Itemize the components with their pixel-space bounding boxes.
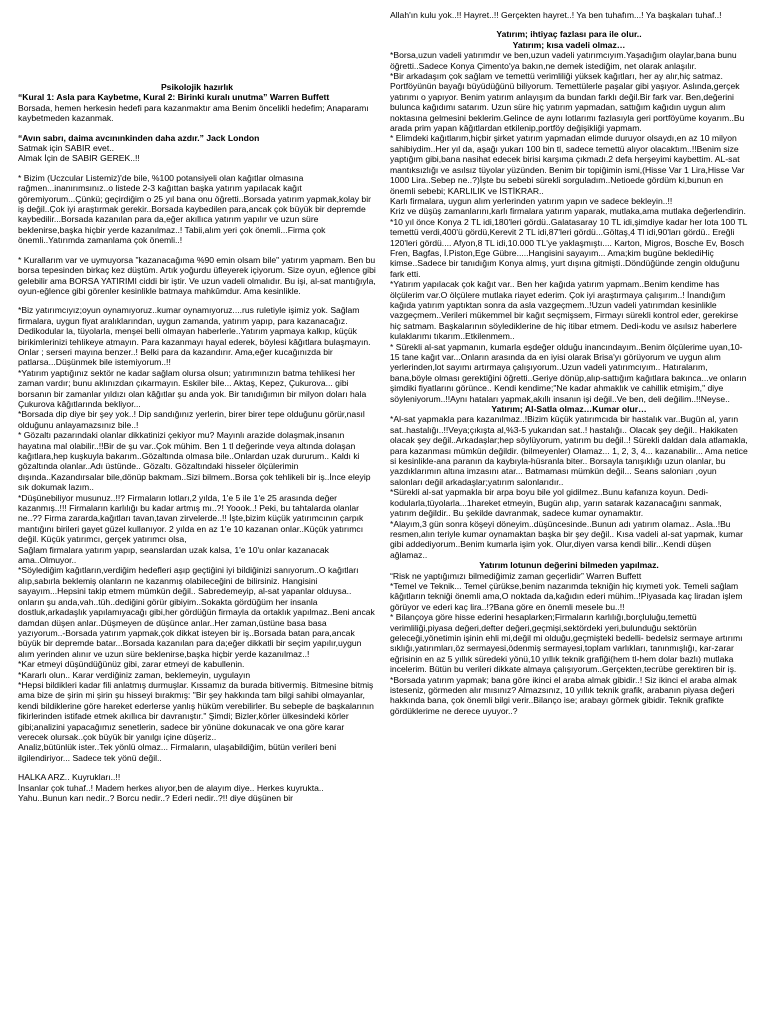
- right-paragraph: Kriz ve düşüş zamanlarını,karlı firmalara yatırım yaparak, mutlaka,ama mutlaka değerlendirin.: [390, 206, 746, 217]
- right-paragraph: Yatırım; ihtiyaç fazlası para ile olur..: [496, 29, 642, 40]
- right-paragraph: *10 yıl önce Konya 2 TL idi,180'leri gördü..Galatasaray 10 TL idi,şimdiye kadar her lota 100 TL temettü verdi,400'ü gördü,Kerevit 2 TL idi,87'leri gördü...Göltaş,4 Tl idi,90'ları gördü.. Ereğli 120'leri gördü.... Afyon,8 TL idi,10.000 TL'ye yaklaşmıştı.... Karton, Migros, Bosche Ev, Bosch Fren, Bagfas, İ.Piston,Ege Gübre.....Hangisini sayayım... Ama;kim bugüne beklediHiç kimse..Sadece bir tanıdığım Konya almış, yurt dışına gitmişti..Döndüğünde zengin olduğunu fark etti.: [390, 216, 748, 279]
- left-paragraph: *Yatırım yaptığınız sektör ne kadar sağlam olursa olsun; yatırımınızın batma tehlikesi her zaman vardır; bunu aklınızdan çıkarmayın. Eskiler bile... Aktaş, Kepez, Çukurova... gibi borsanın bir zamanlar yıldızı olan kâğıtlar şu anda yok. Bir tanıdığımın bir milyon doları hala Çukurova kâğıtlarında bekliyor...: [18, 367, 367, 409]
- left-paragraph: *Kar etmeyi düşündüğünüz gibi, zarar etmeyi de kabullenin.: [18, 659, 245, 670]
- left-paragraph: Satmak için SABIR evet..: [18, 143, 114, 154]
- right-paragraph: “Risk ne yaptığımızı bilmediğimiz zaman geçerlidir” Warren Buffett: [390, 570, 642, 581]
- left-paragraph: *Söylediğim kağıtların,verdiğim hedefleri aşıp geçtiğini iyi bildiğinizi sanıyorum..O kağıtları alıp,sabırla beklemiş olanların ne kazanmış olabileceğini de bilirsiniz. Hangisini sayayım...Hepsini takip etmem mümkün değil.. Sabredemeyip, al-sat yapanlar olduysa.. onların şu anda,vah..tüh..dediğini görür gibiyim..Sokakta gördüğüm her insanla dostluk,arkadaşlık yapılamıyacağı gibi,her gördüğün firmayla da ortaklık yapılmaz..Beni ancak damdan düşen anlar..Düşmeyen de düşünce anlar..Her zaman,üstüne basa basa yazıyorum..-Borsada yatırım yapmak,çok dikkat isteyen bir iş..Borsada batan para,ancak büyük bir depremde batar...Borsada kazanılan para da;eğer dikkatli bir seçim yapılır,uygun alım yerinden alınır ve uzun süre beklenirse,başka hiçbir yerde kazanılmaz..!: [18, 565, 375, 659]
- right-paragraph: *Borsa,uzun vadeli yatırımdır ve ben,uzun vadeli yatırımcıyım.Yaşadığım olaylar,bana bunu öğretti..Sadece Konya Çimento'ya bakın,ne demek istediğim, net olarak anlaşılır.: [390, 50, 737, 71]
- left-paragraph: Borsada, hemen herkesin hedefi para kazanmaktır ama Benim öncelikli hedefim; Anaparamı kaybetmeden kazanmak.: [18, 102, 369, 124]
- right-paragraph: Karlı firmalara, uygun alım yerlerinden yatırım yapın ve sadece bekleyin..!!: [390, 195, 673, 206]
- right-paragraph: *Al-sat yapmakla para kazanılmaz..!Bizim küçük yatırımcıda bir hastalık var..Bugün al, yarın sat..hastalığı..!!Veya;çıkışta al,%3-5 yukarıdan sat..! hastalığı.. Olacak şey değil.. Hakikaten olacak şey değil..Arkadaşlar;hep söylüyorum, yatırım bu değil..! Sürekli daldan dala atlamakla, para kazanması mümkün değildir. (bilmeyenler) Olamaz... 1, 2, 3, 4... kazanabilir... Ama netice si kesinlikle-ana paranın da kaybıyla-hüsranla biter.. Borsayla tanışıklığı uzun olanlar, bu yazdıklarımın altına imzasını atar... Batmaması mümkün değil... Seans saloniarı ,oyun salonları değil arkadaşlar;yatırım salonlarıdır..: [390, 414, 748, 487]
- right-paragraph: *Alayım,3 gün sonra köşeyi döneyim..düşüncesinde..Bunun adı yatırım olamaz.. Asla..!Bu resmen,alın teriyle kumar oynamaktan başka bir şey değil.. Kısa vadeli al-sat yapmak, kumar gibi addediyorum..Benim kumarla işim yok. Olur,diyen varsa kendi bilir...Kendi düşen ağlamaz..: [390, 518, 743, 560]
- left-paragraph: *Borsada dip diye bir şey yok..! Dip sandığınız yerlerin, birer birer tepe olduğunu görür,nasıl olduğunu anlayamazsınız bile..!: [18, 409, 365, 430]
- right-paragraph: * Bilançoya göre hisse ederini hesaplarken;Firmaların karlılığı,borçluluğu,temettü verimliliği,piyasa değeri,defter değeri,geçmişi,sektördeki yeri,bulunduğu sektörün geleceği,yönetimin işinin ehli mi,değil mi olduğu,geçmişteki bedelli- bedelsiz sermaye artırımı sıklığı,yatırımları,öz sermayesi,ödenmiş sermayesi,toplam varlıkları, tanınmışlığı, kar-zarar eğrisinin en az 5 yıllık süredeki yönü,10 yıllık teknik grafiği(hem tl-hem dolar bazlı) mutlaka incelerim. Bütün bu verileri dikkate almaya çalışıyorum..Gerçekten,tecrübe gerektiren bir iş.: [390, 612, 743, 675]
- left-paragraph: Yahu..Bunun karı nedir..? Borcu nedir..? Ederi nedir..?!! diye düşünen bir: [18, 793, 294, 803]
- left-paragraph: Analiz,bütünlük ister..Tek yönlü olmaz... Firmaların, ulaşabildiğim, bütün verileri beni ilgilendiriyor... Sadece tek yönü değil..: [18, 742, 337, 763]
- right-paragraph: Yatırım; kısa vadeli olmaz…: [512, 39, 626, 50]
- left-paragraph: “Avın sabrı, daima avcınınkinden daha azdır.” Jack London: [18, 132, 260, 143]
- left-paragraph: Sağlam firmalara yatırım yapıp, seanslardan uzak kalsa, 1'e 10'u onlar kazanacak ama..Olmuyor..: [18, 544, 329, 566]
- left-paragraph: * Kurallarım var ve uymuyorsa "kazanacağıma %90 emin olsam bile" yatırım yapmam. Ben bu borsa tepesinden birkaç kez düştüm. Artık yoğurdu üfleyerek içiyorum. Size oyun, eğlence gibi gelebilir ama BORSA YATIRIMI ciddi bir iştir. Ve uzun vadeli olmalıdır. Bu işi, al-sat mantığıyla, oyun-eğlence gibi görenler kesinlikle batmaya mahkûmdur. Ama kesinlikle.: [18, 254, 376, 296]
- right-paragraphs: [390, 10, 748, 716]
- right-paragraph: *Borsada yatırım yapmak; bana göre ikinci el araba almak gibidir..! Siz ikinci el araba almak isteseniz, görmeden alır mısınız? Almazsınız, 10 yıllık teknik grafik, arabanın piyasa değeri hakkında bana, çok önemli bilgi verir..Bilanço ise; arabayı görmek gibidir. Teknik grafikte gördüklerime ne derece uyuyor..?: [390, 674, 737, 716]
- right-paragraph: Allah'ın kulu yok..!! Hayret..!! Gerçekten hayret..! Ya ben tuhafım...! Ya başkaları tuhaf..!: [390, 10, 722, 20]
- document-title: Psikolojik hazırlık: [160, 82, 234, 92]
- right-paragraph: * Elimdeki kağıtlarım,hiçbir şirket yatırım yapmadan elimde duruyor olsaydı,en az 10 milyon sahibiydim..Her yıl da, aşağı yukarı 100 bin tl, sadece temettü alıyor olacaktım..!!Benim size yaptığım gibi,bana nasihat edecek birisi karşıma çıkmadı.2 defa herşeyimi kaybettim. AL-sat mantıksızlığı ve asılsız tüyolar yüzünden. Benim bir topiğimin ismi,(Hisse Var 1 Lira,Hisse Var 1000 Lira..Sebep ne..?)İşte bu sebebi sürekli sorguladım..Netioede gördüm ki,bunun en önemli sebebi; KARLILIK ve İSTİKRAR..: [390, 133, 745, 196]
- left-paragraph: *Düşünebiliyor musunuz..!!? Firmaların lotları,2 yılda, 1'e 5 ile 1'e 25 arasında değer kazanmış..!!! Firmaların karlılığı bu kadar artmış mı..?! Yoook..! Peki, bu tahtalarda olanlar ne..?? Firma zararda,kağıtları tavan,tavan zirvelerde..!! İşte,bizim küçük yatırımcının çarpık mantığını birileri gayet güzel kullanıyor. 2 yılda en az 1'e 10 kazanan onlar..Küçük yatırımcı değil. Küçük yatırımcı, gerçek yatırımcı olsa,: [18, 492, 364, 545]
- right-paragraph: *Sürekli al-sat yapmakla bir arpa boyu bile yol gidilmez..Bunu kafanıza koyun. Dedi-kodularla,tüyolarla...1hareket etmeyin, Bugün alıp, yarın satarak kazanacağını sanmak, yatırım değildir.. Bu şekilde davranmak, sadece kumar oynamaktır.: [390, 487, 722, 519]
- left-column: [18, 38, 376, 1016]
- right-paragraph: *Temel ve Teknik... Temel çürükse,benim nazarımda tekniğin hiç kıymeti yok. Temeli sağlam kâğıtların tekniği önemli ama,O noktada da,kağıdın ederi mühim..!Piyasada kaç liradan işlem görüyor ve ederi kaç lira..!?Bana göre en önemli mesele bu..!!: [390, 580, 743, 612]
- left-paragraph: “Kural 1: Asla para Kaybetme, Kural 2: Birinki kuralı unutma” Warren Buffett: [18, 92, 330, 103]
- right-paragraph: *Bir arkadaşım çok sağlam ve temettü verimliliği yüksek kağıtları, her ay alır,hiç satmaz. Portföyünün bayağı büyüdüğünü biliyorum. Temettülerle paşalar gibi yaşıyor. Aslında,gerçek yatırımı o yapıyor. Benim yatırım anlayışım da bundan farklı değil.Bir fark var. Ben,değerini bulunca kağıdımı satarım. Uzun süre hiç yatırım yapmadan, sattığım kağıdın uygun alım noktasına gelmesini beklerim.Gelince de aynı lotlarımı fazlasıyla geri portföyüme koyarım..Bu arada prim yapan kâğıtlardan etkilenip,portföy değişikliği yapmam.: [390, 71, 745, 134]
- right-paragraph: Yatırım; Al-Satla olmaz…Kumar olur…: [491, 404, 647, 415]
- right-paragraph: * Sürekli al-sat yapmanın, kumarla eşdeğer olduğu inancındayım..Benim ölçülerime uyan,10-15 tane kağıt var...Onların arasında da en iyisi olarak Brisa'yı görüyorum ve uygun alım yerlerinden,lot sayımı artırmaya çalışıyorum..Uzun vadeli yatırımcıyım.. Hatıralarım, bana,böyle olması gerektiğini öğretti..Geriye dönüp,alıp-sattığım kağıtlara bakınca...ve onların şimdiki fiyatlarını görünce.. Kendi kendime;"Ne kadar ahmaklık ve cahillik etmişim," diye söyleniyorum..!!Aynı hataları yapmak,akıllı insanın işi değil..Ve ben, deli değilim..!!Neyse..: [390, 341, 747, 404]
- left-paragraphs: [18, 92, 376, 803]
- left-paragraph: *Biz yatırımcıyız;oyun oynamıyoruz..kumar oynamıyoruz....rus ruletiyle işimiz yok. Sağlam firmalara, uygun fiyat aralıklarından, uygun zamanda, yatırım yapıp, para kazanacağız. Dedikodular la, tüyolarla, menşei belli olmayan haberlerle..Yatırım yapmaya kalkıp, küçük birikimlerinizi tehlikeye atmayın. Para kazanmayı hayal ederek, böylesi kâğıtlara bulaşmayın. Onlar ; serseri mayına benzer..! Belki para da kazandırır. Ama,eğer kucağınızda bir patlarsa...Düşünmek bile istemiyorum..!!: [18, 305, 371, 368]
- left-paragraph: İnsanlar çok tuhaf..! Madem herkes alıyor,ben de alayım diye.. Herkes kuyrukta..: [18, 782, 324, 793]
- left-paragraph: *Hepsi bildikleri kadar fili anlatmış durmuşlar. Kıssamız da burada bitivermiş. Bitmesine bitmiş ama bize de şirin mi şirin şu hisseyi bırakmış: "Bir şey hakkında tam bilgi sahibi olmayanlar, kendi bildiklerine göre hareket ederlerse yanlış hüküm verebilirler. Bu sebeple de başkalarının fikirlerinden istifade etmek akıllıca bir davranıştır." Şimdi; Bizler,körler ülkesindeki körler gibi;analizini yapacağımız senetlerin, sadece bir yönüne dokunacak ve ona göre karar verecek olursak..çok büyük bir yanılgı içine düşeriz..: [18, 679, 374, 742]
- right-column: [390, 10, 748, 1016]
- right-paragraph: *Yatırım yapılacak çok kağıt var.. Ben her kağıda yatırım yapmam..Benim kendime has ölçülerim var.O ölçülere mutlaka riayet ederim. Çok iyi araştırmaya çalışırım..! İnandığım kağıda yatırım yaptıktan sonra da asla vazgeçmem..!Uzun vadeli yatırımdan kesinlikle vazgeçmem..Verileri mükemmel bir kağıt seçmişsem, Firmayı sürekli kontrol eder, gerekirse hiç satmam. Başkalarının söylediklerine de hiç itibar etmem. Dedi-kodu ve asılsız haberlere kulaklarımı tıkarım..Etkilenmem..: [390, 279, 739, 342]
- right-paragraph: Yatırım lotunun değerini bilmeden yapılmaz.: [479, 560, 659, 571]
- left-paragraph: * Bizim (Uczcular Listemiz)'de bile, %100 potansiyeli olan kağıtlar olmasına rağmen...inanırımsınız..o listede 2-3 kağıttan başka yatırım yapılacak kağıt göremiyorum...Çünkü; geçirdiğim o 25 yıl bana onu öğretti..Borsada yatırım yapmak,kolay bir iş değil..Çok iyi araştırmak gerekir..Borsada kaybedilen para,ancak çok büyük bir depremde kaybedilir...Borsada kazanılan para da,eğer akıllıca yatırım yapılır ve uzun süre beklenirse,başka hiçbir yerde kazanılmaz..! Tabii,alım yeri çok önemli...Firma çok önemli..Yatırımda zamanlama çok önemli..!: [18, 172, 371, 246]
- left-paragraph: *Kararlı olun.. Karar verdiğiniz zaman, beklemeyin, uygulayın: [18, 669, 251, 680]
- left-paragraph: * Gözaltı pazarındaki olanlar dikkatinizi çekiyor mu? Mayınlı arazide dolaşmak,insanın hayatına mal olabilir..!!Bir de şu var..Çok mühim. Ben 1 tl değerinde veya altında dolaşan kağıtlara,hep kuşkuyla bakarım..Gözaltında olmasa bile..Onlardan uzak dururum.. Kaldı ki gözaltında olanlar..Adı üstünde.. Gözaltı. Gözaltındaki hisseler ölçülerimin dışında..Kazandırsalar bile,dönüp bakmam..Sizi bilmem..Borsa çok tehlikeli bir iş..İnce eleyip sık dokumak lazım..: [18, 430, 371, 493]
- left-paragraph: Almak İçin de SABIR GEREK..!!: [18, 153, 140, 164]
- left-paragraph: HALKA ARZ.. Kuyrukları..!!: [18, 772, 121, 783]
